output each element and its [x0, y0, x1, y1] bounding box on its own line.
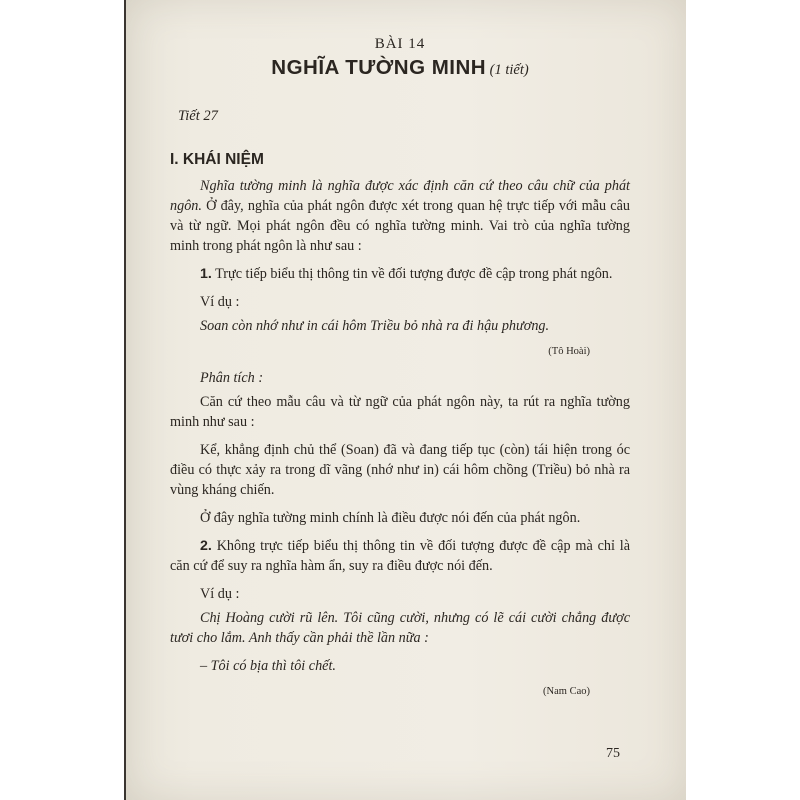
point-2-example-quote: – Tôi có bịa thì tôi chết.: [200, 658, 336, 674]
title-main: NGHĨA TƯỜNG MINH: [271, 56, 487, 79]
analysis-paragraph-1: Căn cứ theo mẫu câu và từ ngữ của phát ngôn này, ta rút ra nghĩa tường minh như sau :: [170, 394, 630, 430]
title-suffix: (1 tiết): [489, 62, 529, 78]
point-1-text: Trực tiếp biểu thị thông tin về đối tượng được đề cập trong phát ngôn.: [211, 266, 613, 282]
point-1-example-label: Ví dụ :: [200, 294, 240, 310]
section-heading: I. KHÁI NIỆM: [170, 151, 264, 168]
analysis-label: Phân tích :: [200, 370, 264, 386]
lesson-number: BÀI 14: [374, 36, 426, 52]
page-number: 75: [606, 746, 620, 761]
analysis-paragraph-3: Ở đây nghĩa tường minh chính là điều được nói đến của phát ngôn.: [200, 510, 581, 526]
definition-rest: Ở đây, nghĩa của phát ngôn được xét trong quan hệ trực tiếp với mẫu câu và từ ngữ. Mọi phát ngôn đều có nghĩa tường minh. Vai trò của nghĩa tường minh trong phát ngôn là như sau :: [170, 198, 630, 254]
scan-background-left: [0, 0, 124, 800]
point-1-example-text: Soan còn nhớ như in cái hôm Triều bỏ nhà ra đi hậu phương.: [200, 318, 550, 334]
point-2-number: 2.: [200, 538, 212, 554]
point-1-number: 1.: [200, 266, 212, 282]
definition-paragraph: [170, 176, 630, 256]
analysis-paragraph-2: Kể, khẳng định chủ thể (Soan) đã và đang tiếp tục (còn) tái hiện trong óc điều có thực xảy ra trong dĩ vãng (nhớ như in) cái hôm chồng (Triều) bỏ nhà ra vùng kháng chiến.: [170, 442, 630, 498]
period-label: Tiết 27: [178, 108, 218, 124]
page-title: [170, 58, 630, 80]
point-2-example-text: Chị Hoàng cười rũ lên. Tôi cũng cười, nhưng có lẽ cái cười chẳng được tươi cho lắm. Anh thấy cần phải thề lần nữa :: [170, 610, 630, 646]
page-content: [170, 34, 630, 708]
point-2-example-label: Ví dụ :: [200, 586, 240, 602]
point-2-example-source: (Nam Cao): [543, 686, 590, 697]
point-2-paragraph: [170, 536, 630, 576]
definition-italic: Nghĩa tường minh là nghĩa được xác định căn cứ theo câu chữ của phát ngôn.: [170, 178, 630, 214]
point-1-example-source: (Tô Hoài): [548, 346, 590, 357]
point-1-paragraph: [170, 264, 630, 284]
scan-background-right: [686, 0, 800, 800]
point-2-text: Không trực tiếp biểu thị thông tin về đối tượng được đề cập mà chỉ là căn cứ để suy ra nghĩa hàm ẩn, suy ra điều được nói đến.: [170, 538, 630, 574]
